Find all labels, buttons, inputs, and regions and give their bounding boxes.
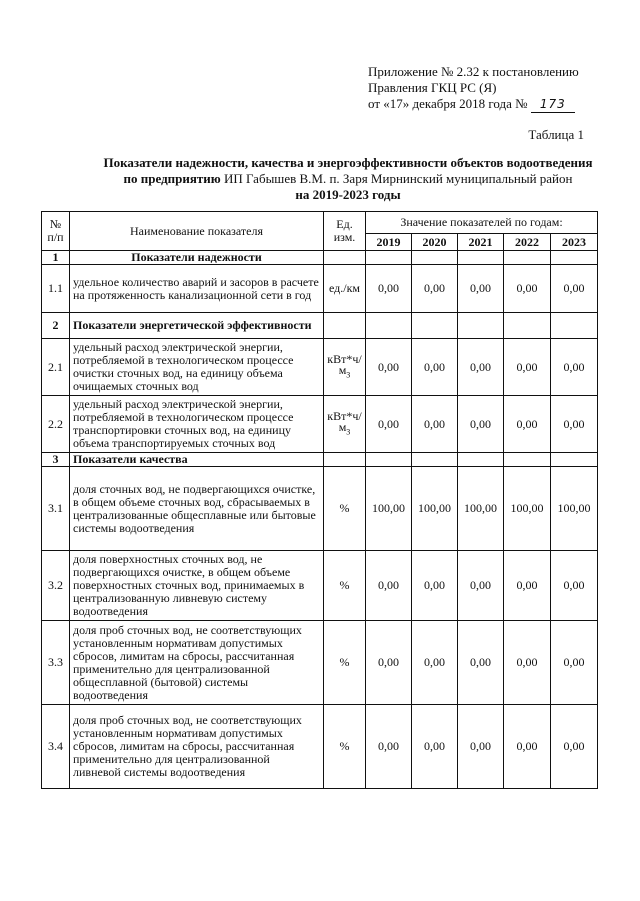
- header-year: 2020: [412, 234, 458, 251]
- indicator-name: удельное количество аварий и засоров в расчете на протяженность канализационной сети в год: [70, 265, 324, 313]
- value-cell: 0,00: [458, 339, 504, 396]
- unit-cell: ед./км: [324, 265, 366, 313]
- value-cell: 0,00: [366, 551, 412, 621]
- empty-cell: [412, 453, 458, 467]
- section-row: [42, 313, 598, 339]
- value-cell: 0,00: [412, 621, 458, 705]
- section-title: Показатели надежности: [70, 251, 324, 265]
- empty-cell: [324, 453, 366, 467]
- section-title: Показатели энергетической эффективности: [70, 313, 324, 339]
- empty-cell: [366, 313, 412, 339]
- section-row: [42, 453, 598, 467]
- indicator-name: удельный расход электрической энергии, потребляемой в технологическом процессе очистки сточных вод, на единицу объема очищаемых сточных вод: [70, 339, 324, 396]
- table-row: [42, 396, 598, 453]
- empty-cell: [458, 453, 504, 467]
- appendix-line-2: Правления ГКЦ РС (Я): [368, 80, 497, 95]
- empty-cell: [504, 313, 551, 339]
- value-cell: 0,00: [504, 551, 551, 621]
- value-cell: 100,00: [458, 467, 504, 551]
- empty-cell: [504, 453, 551, 467]
- unit-cell: $кВт*ч/м_3$: [324, 396, 366, 453]
- value-cell: 0,00: [412, 339, 458, 396]
- value-cell: 0,00: [366, 621, 412, 705]
- row-number: 2.2: [42, 396, 70, 453]
- indicator-name: доля поверхностных сточных вод, не подвергающихся очистке, в общем объеме поверхностных сточных вод, принимаемых в централизованную ливневую систему водоотведения: [70, 551, 324, 621]
- value-cell: 0,00: [551, 551, 598, 621]
- table-label: Таблица 1: [528, 127, 584, 142]
- table-row: [42, 621, 598, 705]
- row-number: 3.1: [42, 467, 70, 551]
- appendix-block: [368, 64, 579, 113]
- header-unit: Ед. изм.: [324, 212, 366, 251]
- row-number: 3.3: [42, 621, 70, 705]
- unit-cell: $кВт*ч/м_3$: [324, 339, 366, 396]
- header-year: 2021: [458, 234, 504, 251]
- value-cell: 0,00: [366, 396, 412, 453]
- empty-cell: [324, 313, 366, 339]
- row-number: 2: [42, 313, 70, 339]
- value-cell: 0,00: [504, 265, 551, 313]
- row-number: 1: [42, 251, 70, 265]
- empty-cell: [324, 251, 366, 265]
- indicators-table: [41, 211, 598, 789]
- row-number: 3: [42, 453, 70, 467]
- value-cell: 0,00: [458, 621, 504, 705]
- table-row: [42, 705, 598, 789]
- section-title: Показатели качества: [70, 453, 324, 467]
- header-name: Наименование показателя: [70, 212, 324, 251]
- value-cell: 100,00: [504, 467, 551, 551]
- empty-cell: [366, 453, 412, 467]
- table-row: [42, 467, 598, 551]
- row-number: 3.4: [42, 705, 70, 789]
- appendix-number: 173: [531, 96, 575, 113]
- row-number: 1.1: [42, 265, 70, 313]
- value-cell: 0,00: [412, 396, 458, 453]
- empty-cell: [366, 251, 412, 265]
- row-number: 2.1: [42, 339, 70, 396]
- value-cell: 0,00: [504, 339, 551, 396]
- value-cell: 100,00: [551, 467, 598, 551]
- title-line-2-rest: ИП Габышев В.М. п. Заря Мирнинский муниципальный район: [223, 171, 573, 186]
- row-number: 3.2: [42, 551, 70, 621]
- value-cell: 0,00: [366, 705, 412, 789]
- value-cell: 0,00: [551, 265, 598, 313]
- table-row: [42, 265, 598, 313]
- unit-cell: %: [324, 621, 366, 705]
- value-cell: 0,00: [366, 339, 412, 396]
- indicator-name: удельный расход электрической энергии, потребляемой в технологическом процессе транспортировки сточных вод, на единицу объема транспортируемых сточных вод: [70, 396, 324, 453]
- table-row: [42, 551, 598, 621]
- value-cell: 0,00: [504, 705, 551, 789]
- unit-cell: %: [324, 705, 366, 789]
- value-cell: 100,00: [366, 467, 412, 551]
- header-year: 2019: [366, 234, 412, 251]
- value-cell: 0,00: [458, 551, 504, 621]
- value-cell: 0,00: [551, 339, 598, 396]
- table-body: [42, 251, 598, 789]
- value-cell: 0,00: [366, 265, 412, 313]
- appendix-line-1: Приложение № 2.32 к постановлению: [368, 64, 579, 79]
- empty-cell: [412, 251, 458, 265]
- value-cell: 0,00: [412, 265, 458, 313]
- empty-cell: [551, 453, 598, 467]
- value-cell: 0,00: [504, 396, 551, 453]
- empty-cell: [504, 251, 551, 265]
- empty-cell: [458, 251, 504, 265]
- value-cell: 0,00: [551, 621, 598, 705]
- value-cell: 0,00: [458, 705, 504, 789]
- value-cell: 0,00: [458, 265, 504, 313]
- value-cell: 0,00: [458, 396, 504, 453]
- indicator-name: доля сточных вод, не подвергающихся очистке, в общем объеме сточных вод, сбрасываемых в централизованные общесплавные или бытовые системы водоотведения: [70, 467, 324, 551]
- appendix-line-3: [368, 96, 579, 113]
- title-line-3: на 2019-2023 годы: [295, 187, 401, 202]
- document-title: [58, 155, 638, 203]
- header-num: № п/п: [42, 212, 70, 251]
- value-cell: 0,00: [504, 621, 551, 705]
- value-cell: 0,00: [412, 705, 458, 789]
- title-line-2-bold: по предприятию: [123, 171, 221, 186]
- title-line-2: [58, 171, 638, 187]
- empty-cell: [551, 313, 598, 339]
- indicator-name: доля проб сточных вод, не соответствующих установленным нормативам допустимых сбросов, лимитам на сбросы, рассчитанная применительно для централизованной общесплавной (бытовой) системы водоотведения: [70, 621, 324, 705]
- value-cell: 0,00: [551, 396, 598, 453]
- unit-cell: %: [324, 551, 366, 621]
- value-cell: 0,00: [551, 705, 598, 789]
- indicator-name: доля проб сточных вод, не соответствующих установленным нормативам допустимых сбросов, лимитам на сбросы, рассчитанная применительно для централизованной ливневой системы водоотведения: [70, 705, 324, 789]
- empty-cell: [551, 251, 598, 265]
- table-row: [42, 339, 598, 396]
- title-line-1: Показатели надежности, качества и энергоэффективности объектов водоотведения: [103, 155, 593, 170]
- empty-cell: [412, 313, 458, 339]
- appendix-date: от «17» декабря 2018 года №: [368, 96, 528, 111]
- header-year: 2023: [551, 234, 598, 251]
- empty-cell: [458, 313, 504, 339]
- value-cell: 100,00: [412, 467, 458, 551]
- header-values: Значение показателей по годам:: [366, 212, 598, 234]
- section-row: [42, 251, 598, 265]
- header-year: 2022: [504, 234, 551, 251]
- value-cell: 0,00: [412, 551, 458, 621]
- unit-cell: %: [324, 467, 366, 551]
